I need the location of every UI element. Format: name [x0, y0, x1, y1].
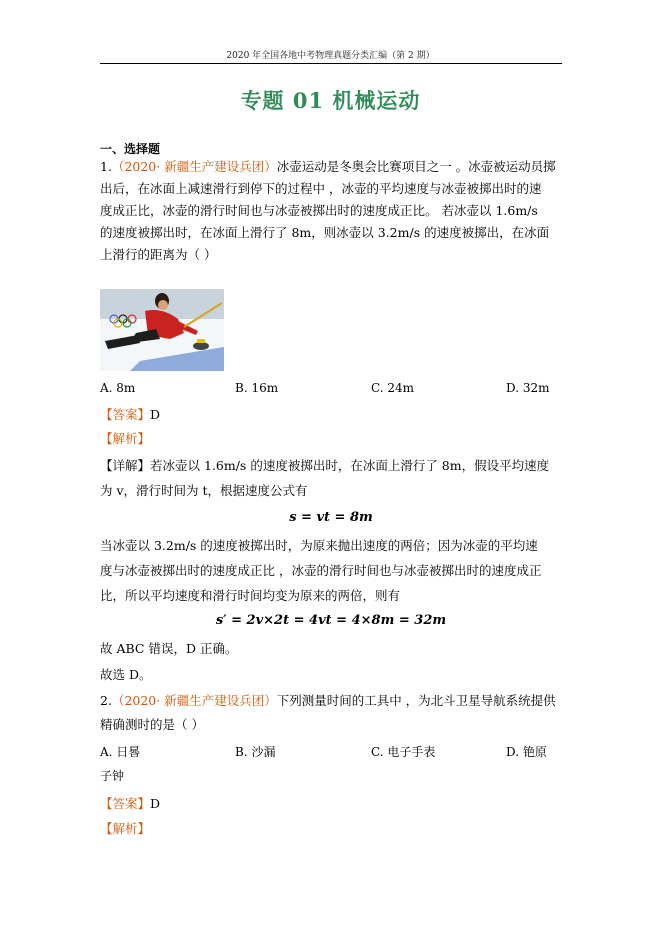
curling-photo: [100, 289, 224, 371]
q1-detail-line-2: 为 v，滑行时间为 t，根据速度公式有: [100, 483, 308, 498]
q1-options: [100, 381, 562, 401]
q1-option-b[interactable]: B. 16m: [235, 381, 279, 395]
header-rule: [100, 63, 562, 64]
section-heading: 一、选择题: [100, 142, 161, 156]
q1-option-c[interactable]: C. 24m: [371, 381, 415, 395]
q1-detail-line-5: 比，所以平均速度和滑行时间均变为原来的两倍，则有: [100, 588, 401, 603]
q2-analysis: [100, 818, 562, 840]
q1-line-4: 的速度被掷出时，在冰面上滑行了 8m，则冰壶以 3.2m/s 的速度被掷出，在冰面: [100, 225, 550, 240]
document-title: 专题 01 机械运动: [240, 88, 421, 113]
q2-option-c[interactable]: C. 电子手表: [371, 745, 436, 759]
q1-option-d[interactable]: D. 32m: [506, 381, 550, 395]
q1-line-3: 度成正比，冰壶的滑行时间也与冰壶被掷出时的速度成正比。 若冰壶以 1.6m/s: [100, 203, 538, 218]
q1-detail-line-1: [100, 455, 562, 477]
q1-line-1: [100, 156, 562, 178]
q2-answer-value: D: [150, 796, 161, 811]
q1-text-1: 冰壶运动是冬奥会比赛项目之一 。冰壶被运动员掷: [276, 159, 556, 174]
q1-detail-line-4: 度与冰壶被掷出时的速度成正比 ，冰壶的滑行时间也与冰壶被掷出时的速度成正: [100, 563, 542, 578]
q1-answer: [100, 404, 562, 426]
page-header: 2020 年全国各地中考物理真题分类汇编（第 2 期）: [226, 51, 435, 61]
q1-detail-text-1: 若冰壶以 1.6m/s 的速度被掷出时，在冰面上滑行了 8m，假设平均速度: [150, 458, 550, 473]
q1-analysis-tag: [100, 428, 562, 450]
q2-analysis-tag: 【解析】: [100, 821, 151, 836]
q1-answer-value: D: [150, 407, 161, 422]
q1-detail-line-3: 当冰壶以 3.2m/s 的速度被掷出时，为原来抛出速度的两倍；因为冰壶的平均速: [100, 538, 538, 553]
q1-formula-1: s = vt = 8m: [289, 510, 373, 525]
q1-answer-tag: 【答案】: [100, 407, 151, 422]
q2-option-b[interactable]: B. 沙漏: [235, 745, 276, 759]
q1-source: （2020· 新疆生产建设兵团）: [111, 159, 277, 174]
q1-line-2: 出后，在冰面上减速滑行到停下的过程中 ，冰壶的平均速度与冰壶被掷出时的速: [100, 181, 542, 196]
curling-photo-illustration: [100, 289, 224, 371]
q1-formula-2: s′ = 2v×2t = 4vt = 4×8m = 32m: [215, 613, 447, 628]
q1-option-a[interactable]: A. 8m: [100, 381, 136, 395]
q2-number: 2.: [100, 693, 112, 708]
q1-line-5: 上滑行的距离为（ ）: [100, 247, 217, 262]
q2-source: （2020· 新疆生产建设兵团）: [111, 693, 277, 708]
q2-options: [100, 743, 562, 763]
q1-analysis-label: 【解析】: [100, 431, 151, 446]
q2-text-1: 下列测量时间的工具中 ，为北斗卫星导航系统提供: [276, 693, 556, 708]
q2-answer-tag: 【答案】: [100, 796, 151, 811]
q2-answer: [100, 793, 562, 815]
q2-option-a[interactable]: A. 日晷: [100, 745, 141, 759]
q2-line-1: [100, 690, 562, 712]
q1-detail-tag: 【详解】: [100, 458, 151, 473]
q1-number: 1.: [100, 159, 112, 174]
q1-conclusion-1: 故 ABC 错误，D 正确。: [100, 641, 238, 656]
q1-conclusion-2: 故选 D。: [100, 667, 152, 682]
q2-option-d-wrap: 子钟: [100, 769, 125, 783]
q2-line-2: 精确测时的是（ ）: [100, 717, 204, 732]
q2-option-d[interactable]: D. 铯原: [506, 745, 547, 759]
